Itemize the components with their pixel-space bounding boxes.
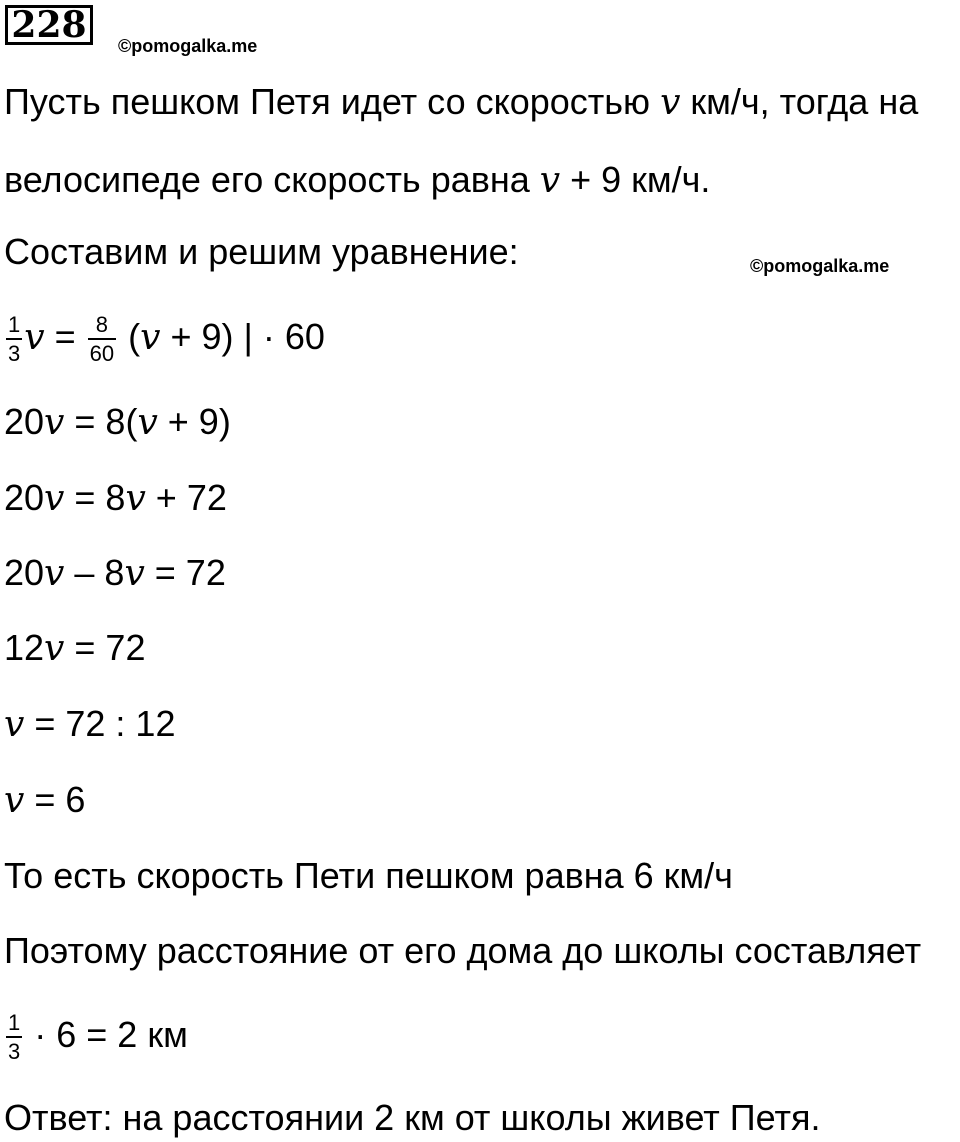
- equation-part: = 72 : 12: [24, 703, 176, 744]
- variable-v: v: [24, 317, 45, 358]
- equation-6: [4, 704, 175, 745]
- equals-sign: =: [44, 316, 86, 357]
- intro-text-1a: Пусть пешком Петя идет со скоростью: [4, 81, 661, 122]
- answer-line: Ответ: на расстоянии 2 км от школы живет Петя.: [4, 1097, 821, 1138]
- equation-part: + 9): [157, 401, 231, 442]
- intro-line-1: [4, 82, 918, 123]
- equation-part: = 8(: [64, 401, 138, 442]
- watermark-top: ©pomogalka.me: [118, 36, 258, 56]
- variable-v: v: [125, 478, 146, 519]
- watermark-right: ©pomogalka.me: [750, 256, 890, 276]
- variable-v: v: [124, 553, 145, 594]
- equation-part: + 72: [145, 477, 227, 518]
- variable-v: v: [140, 317, 161, 358]
- fraction-eight-sixtieths: [88, 313, 116, 366]
- fraction-one-third: [6, 313, 22, 366]
- intro-line-2: [4, 160, 710, 201]
- equation-8: [4, 1005, 188, 1065]
- intro-text-2b: + 9 км/ч.: [560, 159, 711, 200]
- task-number-box: 228: [5, 5, 93, 45]
- fraction-denominator: 3: [8, 1038, 21, 1064]
- fraction-numerator: 1: [6, 313, 22, 340]
- equation-4: [4, 553, 226, 594]
- intro-text-1b: км/ч, тогда на: [680, 81, 919, 122]
- fraction-one-third: [6, 1011, 22, 1064]
- equation-7: [4, 780, 85, 821]
- variable-v: v: [539, 160, 561, 201]
- equation-intro: Составим и решим уравнение:: [4, 231, 519, 272]
- coefficient: 12: [4, 627, 45, 668]
- fraction-denominator: 3: [8, 340, 21, 366]
- variable-v: v: [660, 82, 681, 123]
- fraction-numerator: 8: [88, 313, 116, 340]
- equation-8-rest: · 6 = 2 км: [24, 1014, 188, 1055]
- coefficient: 20: [4, 477, 45, 518]
- equation-part: = 8: [64, 477, 126, 518]
- conclusion-1: То есть скорость Пети пешком равна 6 км/ч: [4, 855, 733, 896]
- equation-3: [4, 478, 227, 519]
- open-paren: (: [118, 316, 141, 357]
- equation-1: [4, 309, 325, 366]
- variable-v: v: [44, 402, 65, 443]
- equation-5: [4, 628, 145, 669]
- variable-v: v: [137, 402, 158, 443]
- fraction-numerator: 1: [6, 1011, 22, 1038]
- intro-text-2a: велосипеде его скорость равна: [4, 159, 540, 200]
- coefficient: 20: [4, 552, 45, 593]
- fraction-denominator: 60: [89, 340, 115, 366]
- variable-v: v: [44, 478, 65, 519]
- variable-v: v: [44, 553, 65, 594]
- conclusion-2: Поэтому расстояние от его дома до школы составляет: [4, 930, 922, 971]
- variable-v: v: [4, 704, 25, 745]
- equation-part: = 72: [64, 627, 146, 668]
- variable-v: v: [4, 780, 25, 821]
- equation-part: = 72: [144, 552, 226, 593]
- equation-1-rest: + 9) | · 60: [160, 316, 325, 357]
- coefficient: 20: [4, 401, 45, 442]
- equation-part: – 8: [64, 552, 125, 593]
- equation-2: [4, 402, 231, 443]
- equation-part: = 6: [24, 779, 86, 820]
- variable-v: v: [44, 628, 65, 669]
